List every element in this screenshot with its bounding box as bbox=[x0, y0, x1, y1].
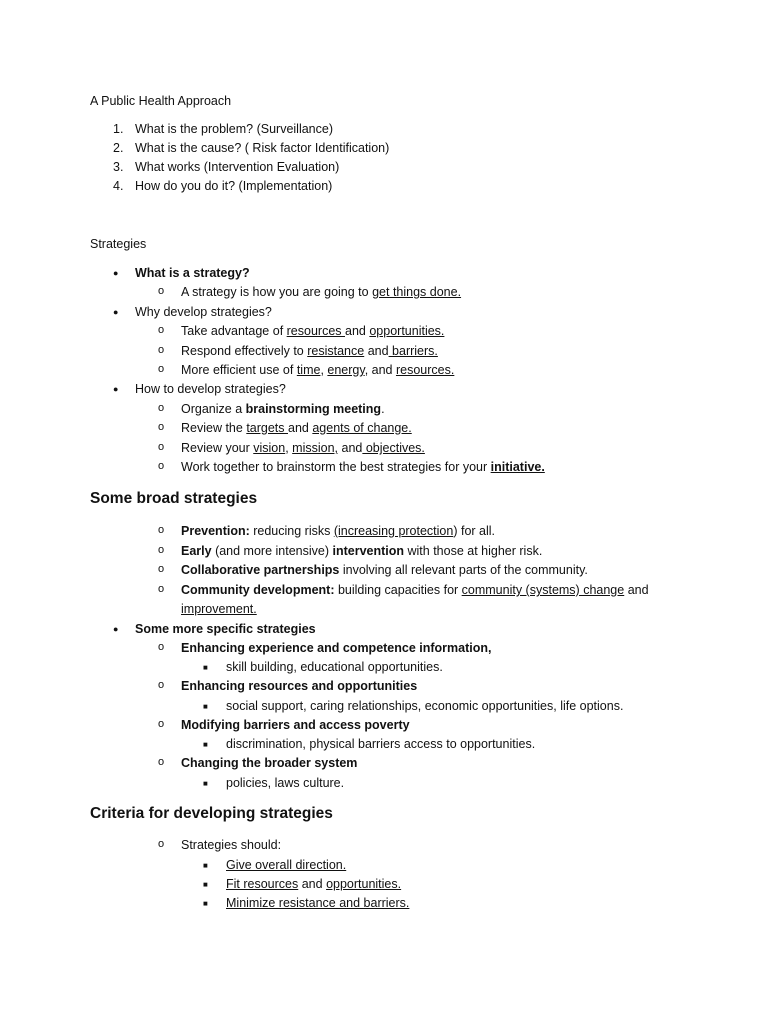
text-run: resistance bbox=[307, 344, 365, 358]
circle-bullet-icon: o bbox=[158, 421, 165, 433]
text-run: and bbox=[338, 441, 363, 455]
item-text bbox=[226, 877, 401, 891]
text-run: resources bbox=[286, 324, 345, 338]
list-item bbox=[0, 877, 768, 897]
square-bullet-icon: ■ bbox=[203, 702, 208, 711]
circle-bullet-icon: o bbox=[158, 679, 165, 691]
list-item bbox=[0, 344, 768, 364]
heading-criteria: Criteria for developing strategies bbox=[90, 805, 333, 822]
item-text bbox=[181, 583, 649, 597]
list-item bbox=[0, 838, 768, 858]
item-text: What is the cause? ( Risk factor Identification) bbox=[135, 141, 390, 155]
list-item bbox=[0, 524, 768, 544]
text-run: Respond effectively to bbox=[181, 344, 308, 358]
disc-bullet-icon: ● bbox=[113, 384, 119, 394]
text-run: energy bbox=[327, 363, 365, 377]
text-run: community (systems) change bbox=[461, 583, 625, 597]
text-run: objectives. bbox=[362, 441, 425, 455]
item-text: Some more specific strategies bbox=[135, 622, 316, 636]
list-item-continuation bbox=[0, 602, 768, 622]
text-run: get things done. bbox=[372, 285, 462, 299]
text-run: mission, bbox=[292, 441, 339, 455]
list-item bbox=[0, 660, 768, 680]
circle-bullet-icon: o bbox=[158, 718, 165, 730]
item-number: 3. bbox=[113, 160, 124, 174]
list-item bbox=[0, 737, 768, 757]
text-run: targets bbox=[246, 421, 288, 435]
text-run: and bbox=[624, 583, 649, 597]
text-run: resources. bbox=[395, 363, 455, 377]
circle-bullet-icon: o bbox=[158, 838, 165, 850]
list-item bbox=[0, 460, 768, 480]
text-run: , bbox=[285, 441, 293, 455]
text-run: , and bbox=[364, 363, 396, 377]
list-item bbox=[0, 324, 768, 344]
circle-bullet-icon: o bbox=[158, 285, 165, 297]
text-run: . bbox=[381, 402, 385, 416]
list-item bbox=[0, 896, 768, 916]
list-item bbox=[0, 382, 768, 402]
item-text: social support, caring relationships, economic opportunities, life options. bbox=[226, 699, 624, 713]
circle-bullet-icon: o bbox=[158, 460, 165, 472]
list-item bbox=[0, 718, 768, 738]
item-text: What is the problem? (Surveillance) bbox=[135, 122, 333, 136]
list-item bbox=[0, 563, 768, 583]
list-item bbox=[0, 641, 768, 661]
list-item bbox=[0, 305, 768, 325]
circle-bullet-icon: o bbox=[158, 441, 165, 453]
item-text: Give overall direction. bbox=[226, 858, 347, 872]
item-text: Why develop strategies? bbox=[135, 305, 272, 319]
text-run: time bbox=[296, 363, 321, 377]
text-run: and bbox=[298, 877, 327, 891]
text-run: Prevention: bbox=[181, 524, 250, 538]
item-text: skill building, educational opportunities. bbox=[226, 660, 443, 674]
item-text: improvement. bbox=[181, 602, 257, 616]
text-run: More efficient use of bbox=[181, 363, 297, 377]
list-item bbox=[0, 622, 768, 642]
list-item bbox=[0, 402, 768, 422]
text-run: Early bbox=[181, 544, 212, 558]
item-text: Enhancing resources and opportunities bbox=[181, 679, 418, 693]
text-run: Take advantage of bbox=[181, 324, 287, 338]
item-text: How do you do it? (Implementation) bbox=[135, 179, 333, 193]
item-text bbox=[181, 402, 385, 416]
text-run: Collaborative partnerships bbox=[181, 563, 340, 577]
list-item bbox=[0, 583, 768, 603]
text-run: Review your bbox=[181, 441, 254, 455]
item-number: 1. bbox=[113, 122, 124, 136]
heading-broad-strategies: Some broad strategies bbox=[90, 490, 258, 507]
text-run: and bbox=[364, 344, 389, 358]
circle-bullet-icon: o bbox=[158, 402, 165, 414]
item-text: What works (Intervention Evaluation) bbox=[135, 160, 340, 174]
item-text bbox=[181, 441, 425, 455]
square-bullet-icon: ■ bbox=[203, 740, 208, 749]
text-run: agents of change. bbox=[312, 421, 412, 435]
list-item bbox=[0, 544, 768, 564]
text-run: Work together to brainstorm the best strategies for your bbox=[181, 460, 491, 474]
text-run: brainstorming meeting bbox=[245, 402, 382, 416]
section-title-public-health: A Public Health Approach bbox=[90, 94, 232, 108]
item-text bbox=[181, 563, 588, 577]
square-bullet-icon: ■ bbox=[203, 880, 208, 889]
square-bullet-icon: ■ bbox=[203, 779, 208, 788]
text-run: involving all relevant parts of the community. bbox=[339, 563, 588, 577]
text-run: Fit resources bbox=[226, 877, 299, 891]
text-run: vision bbox=[253, 441, 286, 455]
list-item bbox=[113, 122, 389, 141]
item-text: Strategies should: bbox=[181, 838, 282, 852]
list-item bbox=[0, 776, 768, 796]
text-run: Community development: bbox=[181, 583, 335, 597]
text-run: (and more intensive) bbox=[211, 544, 333, 558]
item-text bbox=[181, 285, 461, 299]
circle-bullet-icon: o bbox=[158, 583, 165, 595]
item-text: How to develop strategies? bbox=[135, 382, 286, 396]
text-run: Review the bbox=[181, 421, 247, 435]
circle-bullet-icon: o bbox=[158, 563, 165, 575]
square-bullet-icon: ■ bbox=[203, 899, 208, 908]
item-number: 4. bbox=[113, 179, 124, 193]
item-text: What is a strategy? bbox=[135, 266, 250, 280]
item-text bbox=[181, 421, 412, 435]
list-item bbox=[0, 421, 768, 441]
list-item bbox=[0, 679, 768, 699]
item-text: Minimize resistance and barriers. bbox=[226, 896, 410, 910]
text-run: , bbox=[320, 363, 328, 377]
list-item bbox=[113, 179, 389, 198]
text-run: intervention bbox=[332, 544, 405, 558]
item-text bbox=[181, 524, 495, 538]
disc-bullet-icon: ● bbox=[113, 307, 119, 317]
item-text: Enhancing experience and competence information, bbox=[181, 641, 492, 655]
item-text: Modifying barriers and access poverty bbox=[181, 718, 410, 732]
text-run: with those at higher risk. bbox=[404, 544, 543, 558]
list-item bbox=[113, 141, 389, 160]
text-run: ) for all. bbox=[453, 524, 496, 538]
circle-bullet-icon: o bbox=[158, 756, 165, 768]
square-bullet-icon: ■ bbox=[203, 861, 208, 870]
item-text bbox=[181, 363, 454, 377]
list-item bbox=[0, 756, 768, 776]
disc-bullet-icon: ● bbox=[113, 624, 119, 634]
disc-bullet-icon: ● bbox=[113, 268, 119, 278]
text-run: opportunities. bbox=[369, 324, 445, 338]
list-item bbox=[0, 363, 768, 383]
circle-bullet-icon: o bbox=[158, 363, 165, 375]
item-text bbox=[181, 344, 438, 358]
text-run: (increasing protection bbox=[333, 524, 454, 538]
list-item bbox=[113, 160, 389, 179]
text-run: building capacities for bbox=[334, 583, 462, 597]
item-text: policies, laws culture. bbox=[226, 776, 345, 790]
item-text: discrimination, physical barriers access to opportunities. bbox=[226, 737, 536, 751]
text-run: Organize a bbox=[181, 402, 246, 416]
circle-bullet-icon: o bbox=[158, 524, 165, 536]
circle-bullet-icon: o bbox=[158, 544, 165, 556]
list-item bbox=[0, 285, 768, 305]
item-number: 2. bbox=[113, 141, 124, 155]
circle-bullet-icon: o bbox=[158, 641, 165, 653]
text-run: and bbox=[288, 421, 313, 435]
numbered-list bbox=[113, 122, 389, 198]
item-text bbox=[181, 544, 542, 558]
square-bullet-icon: ■ bbox=[203, 663, 208, 672]
list-item bbox=[0, 266, 768, 286]
text-run: and bbox=[345, 324, 370, 338]
text-run: barriers. bbox=[388, 344, 438, 358]
text-run: initiative. bbox=[490, 460, 545, 474]
text-run: opportunities. bbox=[326, 877, 402, 891]
item-text bbox=[181, 324, 444, 338]
text-run: A strategy is how you are going to bbox=[181, 285, 373, 299]
section-title-strategies: Strategies bbox=[90, 237, 147, 251]
circle-bullet-icon: o bbox=[158, 344, 165, 356]
list-item bbox=[0, 858, 768, 878]
item-text bbox=[181, 460, 545, 474]
list-item bbox=[0, 699, 768, 719]
text-run: reducing risks bbox=[249, 524, 334, 538]
circle-bullet-icon: o bbox=[158, 324, 165, 336]
list-item bbox=[0, 441, 768, 461]
item-text: Changing the broader system bbox=[181, 756, 358, 770]
